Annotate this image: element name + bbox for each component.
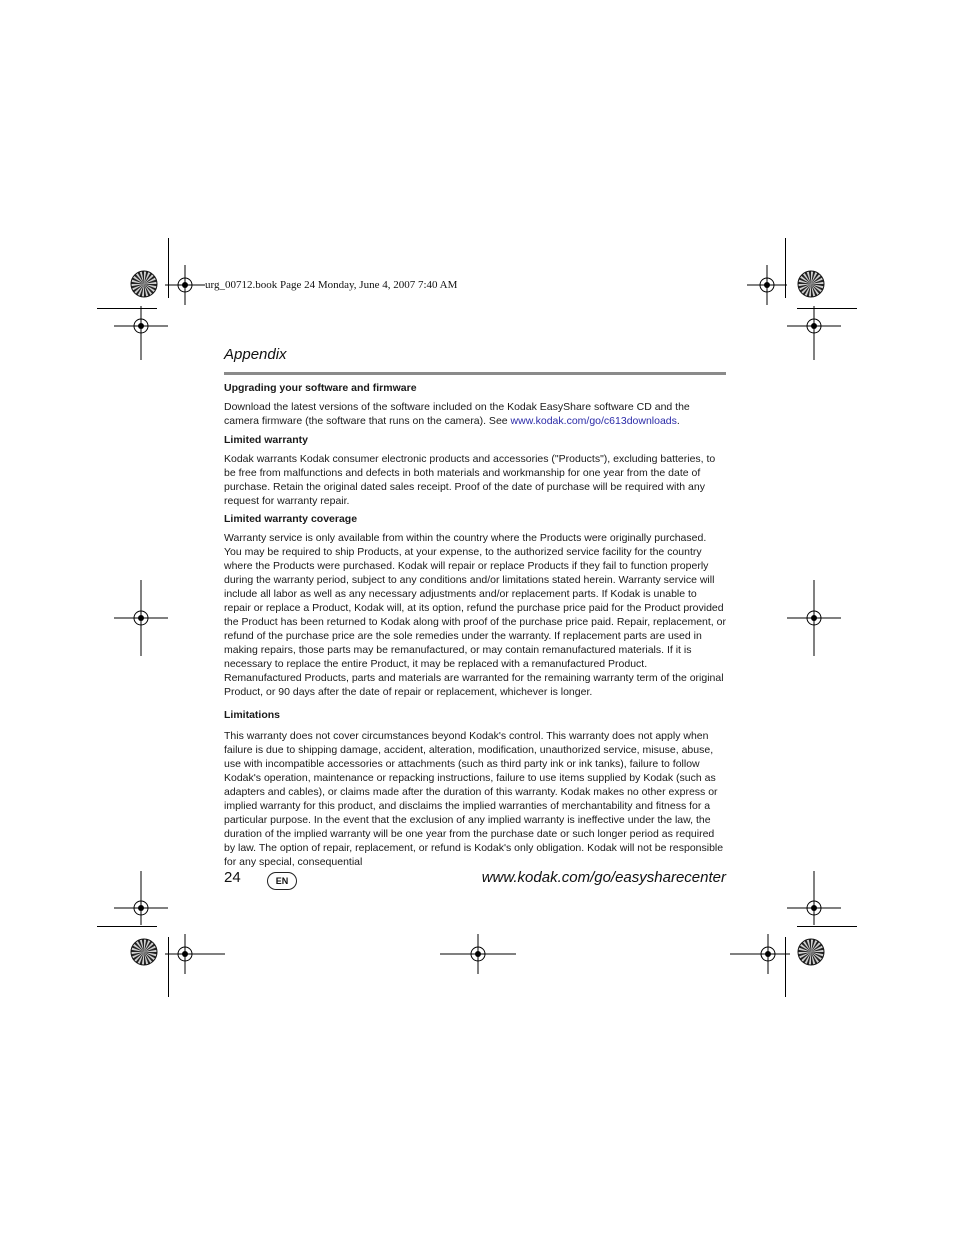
- starburst-target-icon: [797, 270, 825, 298]
- starburst-target-icon: [130, 938, 158, 966]
- section-text: [224, 400, 726, 428]
- crosshair-registration-icon: [787, 871, 841, 925]
- header-rule: [224, 372, 726, 375]
- section-heading: Limitations: [224, 709, 281, 721]
- downloads-link[interactable]: www.kodak.com/go/c613downloads: [510, 415, 677, 427]
- crosshair-registration-icon: [165, 934, 225, 974]
- running-head: Appendix: [224, 346, 287, 363]
- crosshair-registration-icon: [747, 265, 787, 305]
- section-upgrading: [224, 381, 726, 428]
- crosshair-registration-icon: [787, 580, 841, 656]
- crosshair-registration-icon: [165, 265, 205, 305]
- page-number: 24: [224, 869, 241, 886]
- crosshair-registration-icon: [440, 934, 516, 974]
- print-info-line: urg_00712.book Page 24 Monday, June 4, 2007 7:40 AM: [205, 279, 458, 291]
- section-heading: Limited warranty: [224, 434, 309, 446]
- footer-url[interactable]: www.kodak.com/go/easysharecenter: [481, 869, 726, 886]
- text-end: .: [676, 415, 680, 427]
- starburst-target-icon: [130, 270, 158, 298]
- crosshair-registration-icon: [114, 871, 168, 925]
- crosshair-registration-icon: [730, 934, 790, 974]
- language-badge: EN: [267, 872, 297, 890]
- section-limitations: [224, 708, 726, 869]
- starburst-target-icon: [797, 938, 825, 966]
- crosshair-registration-icon: [787, 306, 841, 360]
- section-text: This warranty does not cover circumstances beyond Kodak's control. This warranty does not apply when failure is due to shipping damage, accident, alteration, modification, unauthorized service, misuse, abuse, use with incompatible accessories or attachments (such as third party ink or ink tanks), failure to follow Kodak's operation, maintenance or repacking instructions, failure to use items supplied by Kodak (such as adapters and cables), or claims made after the duration of this warranty. Kodak makes no other express or implied warranty for this product, and disclaims the implied warranties of merchantability and fitness for a particular purpose. In the event that the exclusion of any implied warranty is ineffective under the law, the duration of the implied warranty will be one year from the purchase date or such longer period as required by law. The option of repair, replacement, or refund is Kodak's only obligation. Kodak will not be responsible for any special, consequential: [224, 730, 724, 868]
- crosshair-registration-icon: [114, 580, 168, 656]
- section-limited-warranty: [224, 433, 726, 508]
- crop-line: [797, 926, 857, 927]
- section-heading: Limited warranty coverage: [224, 513, 358, 525]
- crosshair-registration-icon: [114, 306, 168, 360]
- text-body: Download the latest versions of the software included on the Kodak EasyShare software CD and the camera firmware (the software that runs on the camera). See: [224, 401, 690, 427]
- section-warranty-coverage: [224, 512, 726, 699]
- page-content: [224, 381, 726, 869]
- section-text: Kodak warrants Kodak consumer electronic products and accessories ("Products"), excluding batteries, to be free from malfunctions and defects in both materials and workmanship for one year from the date of purchase. Retain the original dated sales receipt. Proof of the date of purchase will be required with any request for warranty repair.: [224, 453, 716, 507]
- section-heading: Upgrading your software and firmware: [224, 382, 417, 394]
- crop-line: [97, 926, 157, 927]
- section-text: Warranty service is only available from within the country where the Products were originally purchased. You may be required to ship Products, at your expense, to the authorized service facility for the country where the Products were purchased. Kodak will repair or replace Products if they fail to function properly during the warranty period, subject to any conditions and/or limitations stated herein. Warranty service will include all labor as well as any necessary adjustments and/or replacement parts. If Kodak is unable to repair or replace a Product, Kodak will, at its option, refund the purchase price paid for the Product provided the Product has been returned to Kodak along with proof of the purchase price paid. Repair, replacement, or refund of the purchase price are the sole remedies under the warranty. If replacement parts are used in making repairs, those parts may be remanufactured, or may contain remanufactured materials. If it is necessary to replace the entire Product, it may be replaced with a remanufactured Product. Remanufactured Products, parts and materials are warranted for the remaining warranty term of the original Product, or 90 days after the date of repair or replacement, whichever is longer.: [224, 532, 726, 698]
